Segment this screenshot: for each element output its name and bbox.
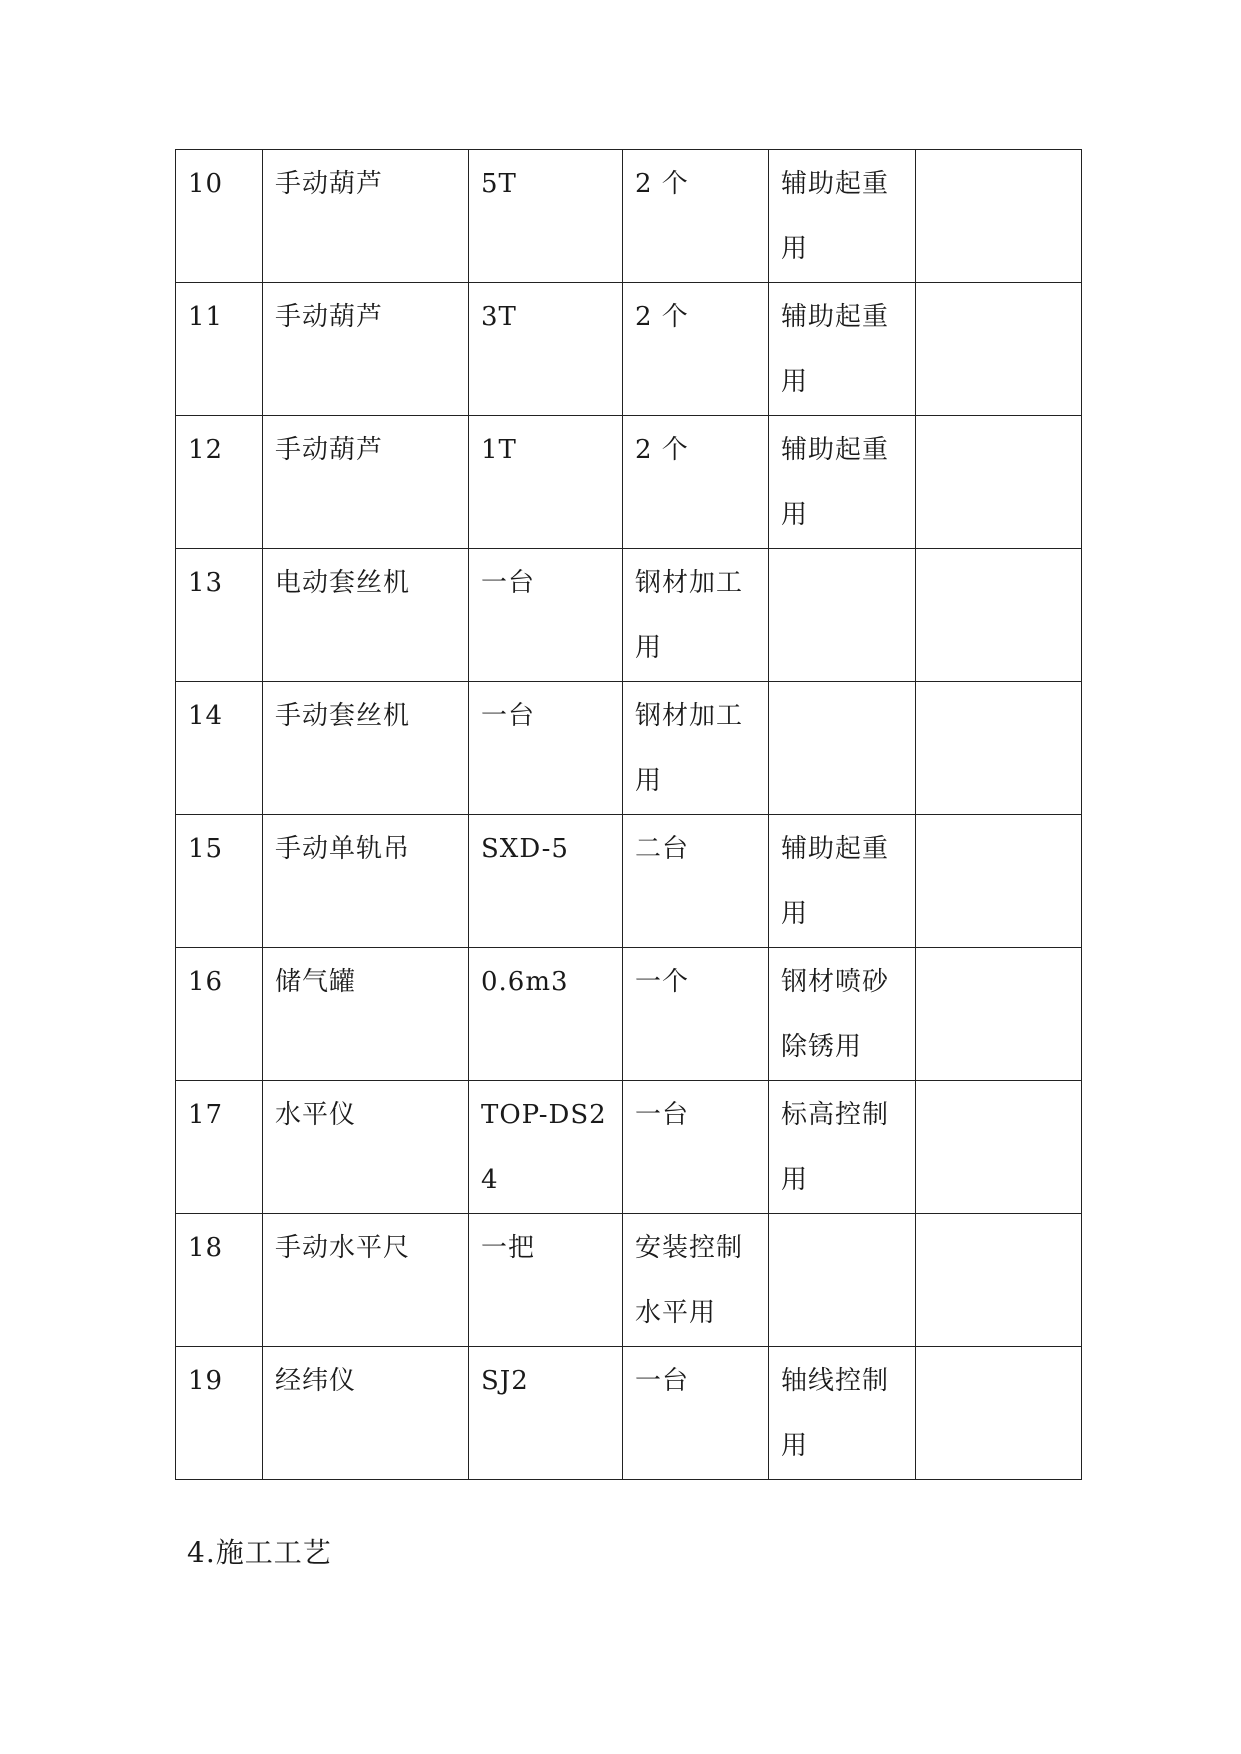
cell-name: 手动单轨吊 — [263, 815, 469, 948]
cell-spec: TOP-DS24 — [469, 1081, 623, 1214]
cell-no: 10 — [176, 150, 263, 283]
table-row — [176, 815, 1082, 948]
cell-no: 17 — [176, 1081, 263, 1214]
cell-no: 15 — [176, 815, 263, 948]
cell-use: 辅助起重用 — [769, 815, 916, 948]
table-row — [176, 283, 1082, 416]
cell-spec: SXD-5 — [469, 815, 623, 948]
cell-spec: 一把 — [469, 1214, 623, 1347]
cell-spec: 1T — [469, 416, 623, 549]
cell-spec: 0.6m3 — [469, 948, 623, 1081]
cell-name: 手动葫芦 — [263, 150, 469, 283]
cell-name: 电动套丝机 — [263, 549, 469, 682]
cell-note — [916, 682, 1082, 815]
cell-use: 辅助起重用 — [769, 283, 916, 416]
cell-use — [769, 549, 916, 682]
cell-note — [916, 1081, 1082, 1214]
cell-note — [916, 1347, 1082, 1480]
cell-qty: 2 个 — [623, 416, 769, 549]
cell-name: 手动葫芦 — [263, 416, 469, 549]
cell-use — [769, 682, 916, 815]
cell-name: 手动套丝机 — [263, 682, 469, 815]
cell-no: 11 — [176, 283, 263, 416]
cell-qty: 钢材加工用 — [623, 682, 769, 815]
cell-qty: 二台 — [623, 815, 769, 948]
cell-spec: 3T — [469, 283, 623, 416]
cell-qty: 钢材加工用 — [623, 549, 769, 682]
cell-qty: 一台 — [623, 1347, 769, 1480]
cell-use — [769, 1214, 916, 1347]
table-row — [176, 948, 1082, 1081]
cell-spec: 5T — [469, 150, 623, 283]
cell-note — [916, 150, 1082, 283]
cell-qty: 2 个 — [623, 150, 769, 283]
cell-name: 水平仪 — [263, 1081, 469, 1214]
cell-no: 16 — [176, 948, 263, 1081]
cell-note — [916, 283, 1082, 416]
cell-note — [916, 416, 1082, 549]
cell-qty: 2 个 — [623, 283, 769, 416]
table-row — [176, 1081, 1082, 1214]
cell-name: 手动葫芦 — [263, 283, 469, 416]
cell-qty: 一个 — [623, 948, 769, 1081]
cell-name: 手动水平尺 — [263, 1214, 469, 1347]
cell-note — [916, 815, 1082, 948]
cell-qty: 安装控制水平用 — [623, 1214, 769, 1347]
cell-name: 经纬仪 — [263, 1347, 469, 1480]
table-row — [176, 1214, 1082, 1347]
cell-spec: 一台 — [469, 549, 623, 682]
table-row — [176, 549, 1082, 682]
cell-no: 19 — [176, 1347, 263, 1480]
cell-use: 标高控制用 — [769, 1081, 916, 1214]
cell-spec: 一台 — [469, 682, 623, 815]
cell-name: 储气罐 — [263, 948, 469, 1081]
table-row — [176, 150, 1082, 283]
cell-use: 辅助起重用 — [769, 416, 916, 549]
table-row — [176, 416, 1082, 549]
cell-no: 12 — [176, 416, 263, 549]
section-heading: 4.施工工艺 — [187, 1536, 332, 1569]
cell-note — [916, 1214, 1082, 1347]
cell-spec: SJ2 — [469, 1347, 623, 1480]
cell-note — [916, 948, 1082, 1081]
equipment-table — [175, 149, 1082, 1480]
cell-note — [916, 549, 1082, 682]
cell-no: 18 — [176, 1214, 263, 1347]
cell-no: 13 — [176, 549, 263, 682]
table-row — [176, 682, 1082, 815]
cell-no: 14 — [176, 682, 263, 815]
cell-use: 钢材喷砂除锈用 — [769, 948, 916, 1081]
cell-use: 轴线控制用 — [769, 1347, 916, 1480]
cell-use: 辅助起重用 — [769, 150, 916, 283]
table-row — [176, 1347, 1082, 1480]
cell-qty: 一台 — [623, 1081, 769, 1214]
